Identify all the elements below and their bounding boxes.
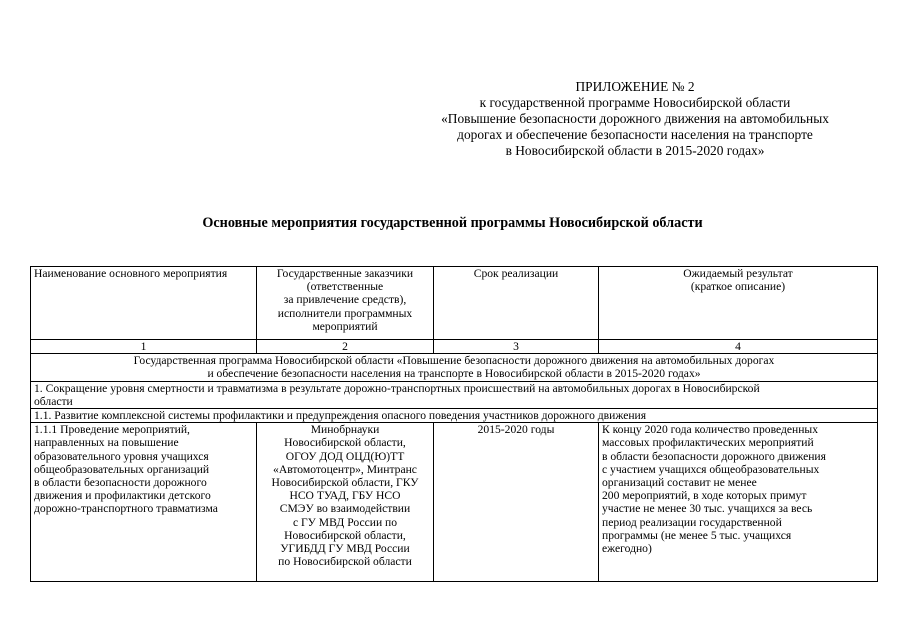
appendix-line: «Повышение безопасности дорожного движения на автомобильных	[441, 111, 829, 126]
document-title: Основные мероприятия государственной программы Новосибирской области	[202, 215, 703, 231]
goal-row	[31, 381, 878, 408]
header-customers: Государственные заказчики (ответственные за привлечение средств), исполнители программных мероприятий	[257, 267, 434, 340]
table-header-row	[31, 267, 878, 340]
task-row	[31, 409, 878, 423]
appendix-header	[400, 79, 870, 159]
header-event-name: Наименование основного мероприятия	[31, 267, 257, 340]
program-row	[31, 354, 878, 381]
column-number-row	[31, 340, 878, 354]
goal-cell: 1. Сокращение уровня смертности и травматизма в результате дорожно-транспортных происшествий на автомобильных дорогах в Новосибирской области	[31, 381, 878, 408]
task-cell: 1.1. Развитие комплексной системы профилактики и предупреждения опасного поведения участников дорожного движения	[31, 409, 878, 423]
table-row	[31, 423, 878, 582]
column-number: 4	[599, 340, 878, 354]
appendix-line: к государственной программе Новосибирской области	[479, 95, 791, 110]
event-customers-cell: Минобрнауки Новосибирской области, ОГОУ ДОД ОЦД(Ю)ТТ «Автомотоцентр», Минтранс Новосибирской области, ГКУ НСО ТУАД, ГБУ НСО СМЭУ во взаимодействии с ГУ МВД России по Новосибирской области, УГИБДД ГУ МВД России по Новосибирской области	[257, 423, 434, 582]
event-name-cell: 1.1.1 Проведение мероприятий, направленных на повышение образовательного уровня учащихся общеобразовательных организаций в области безопасности дорожного движения и профилактики детского дорожно-транспортного травматизма	[31, 423, 257, 582]
appendix-line: дорогах и обеспечение безопасности населения на транспорте	[457, 127, 813, 142]
event-period-cell: 2015-2020 годы	[434, 423, 599, 582]
appendix-line: ПРИЛОЖЕНИЕ № 2	[575, 79, 695, 94]
appendix-line: в Новосибирской области в 2015-2020 годах»	[505, 143, 765, 158]
header-period: Срок реализации	[434, 267, 599, 340]
column-number: 3	[434, 340, 599, 354]
events-table	[30, 266, 878, 582]
program-name-cell: Государственная программа Новосибирской области «Повышение безопасности дорожного движения на автомобильных дорогах и обеспечение безопасности населения на транспорте в Новосибирской области в 2015-2020 годах»	[31, 354, 878, 381]
column-number: 1	[31, 340, 257, 354]
header-result: Ожидаемый результат (краткое описание)	[599, 267, 878, 340]
event-result-cell: К концу 2020 года количество проведенных массовых профилактических мероприятий в области безопасности дорожного движения с участием учащихся общеобразовательных организаций составит не менее 200 мероприятий, в ходе которых примут участие не менее 30 тыс. учащихся за весь период реализации государственной программы (не менее 5 тыс. учащихся ежегодно)	[599, 423, 878, 582]
column-number: 2	[257, 340, 434, 354]
